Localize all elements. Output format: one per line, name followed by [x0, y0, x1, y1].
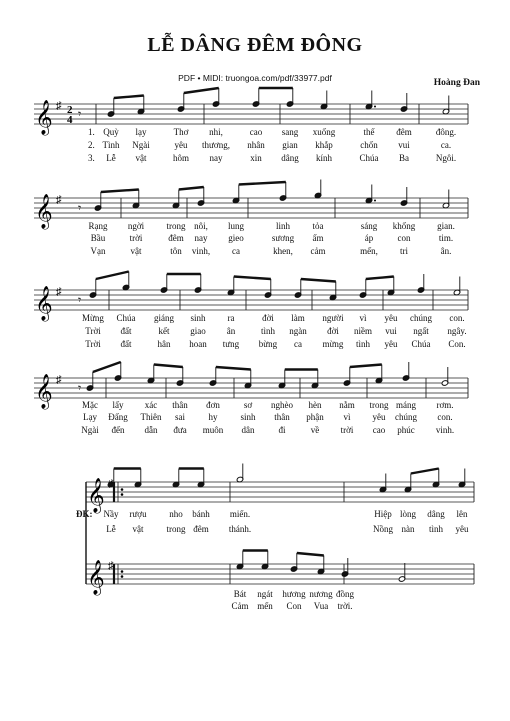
- lyric-syllable: đêm: [193, 524, 209, 534]
- lyric-syllable: sinh: [190, 313, 206, 323]
- lyric-syllable: Chúa: [359, 153, 379, 163]
- lyric-syllable: hèn: [308, 400, 322, 410]
- lyric-syllable: nương: [309, 589, 333, 599]
- lyric-syllable: giáng: [154, 313, 174, 323]
- lyric-syllable: nho: [169, 509, 183, 519]
- lyric-syllable: khống: [392, 221, 416, 231]
- lyric-syllable: con.: [449, 313, 465, 323]
- lyric-syllable: khen,: [273, 246, 293, 256]
- lyric-syllable: đơn: [206, 400, 220, 410]
- lyric-syllable: vinh.: [435, 425, 455, 435]
- lyric-syllable: Mặc: [82, 400, 98, 410]
- lyric-syllable: linh: [275, 221, 291, 231]
- lyric-syllable: Chúa: [116, 313, 136, 323]
- lyric-syllable: đến: [111, 425, 125, 435]
- lyric-syllable: giao: [190, 326, 206, 336]
- key-signature-sharp: ♯: [56, 194, 62, 206]
- lyric-syllable: Con: [286, 601, 302, 611]
- lyric-syllable: lên: [456, 509, 468, 519]
- lyric-syllable: sai: [175, 412, 185, 422]
- lyric-syllable: ngây.: [447, 326, 467, 336]
- note-beam: [96, 272, 129, 280]
- lyric-syllable: Nồng: [373, 524, 393, 534]
- key-signature-sharp: ♯: [56, 286, 62, 298]
- lyric-syllable: trong: [369, 400, 389, 410]
- lyric-syllable: lung: [227, 221, 245, 231]
- eighth-rest: 𝄾: [78, 201, 82, 215]
- lyric-syllable: nay: [194, 233, 208, 243]
- lyric-syllable: đi: [278, 425, 286, 435]
- repeat-dot: [121, 493, 124, 496]
- lyric-syllable: đất: [120, 339, 132, 349]
- key-signature-sharp: ♯: [56, 374, 62, 386]
- lyric-syllable: nghèo: [271, 400, 293, 410]
- lyric-syllable: lạy: [135, 127, 147, 137]
- lyric-syllable: nôi,: [194, 221, 208, 231]
- lyric-syllable: đất: [120, 326, 132, 336]
- lyric-syllable: Vua: [313, 601, 329, 611]
- lyric-syllable: dâng: [281, 153, 299, 163]
- repeat-dot: [121, 488, 124, 491]
- lyric-syllable: hôm: [172, 153, 190, 163]
- lyric-syllable: bừng: [258, 339, 278, 349]
- lyric-syllable: Thiên: [140, 412, 162, 422]
- lyric-syllable: bánh: [192, 509, 210, 519]
- lyric-syllable: ngời: [127, 221, 145, 231]
- lyric-syllable: đưa: [173, 425, 187, 435]
- lyric-syllable: trời: [340, 425, 354, 435]
- lyric-syllable: Con.: [448, 339, 466, 349]
- lyric-syllable: sinh: [240, 412, 256, 422]
- lyric-syllable: khắp: [315, 140, 333, 150]
- lyric-syllable: nằm: [339, 400, 355, 410]
- note-beam: [239, 182, 286, 185]
- lyric-syllable: ấm: [312, 233, 324, 243]
- lyric-syllable: đời: [327, 326, 339, 336]
- key-signature-sharp: ♯: [108, 560, 114, 572]
- treble-clef: 𝄞: [35, 194, 53, 229]
- lyric-syllable: ca.: [440, 140, 452, 150]
- lyric-syllable: yêu: [174, 140, 188, 150]
- lyric-syllable: rơm.: [436, 400, 454, 410]
- lyric-syllable: Lễ: [106, 153, 116, 163]
- composer-name: Hoàng Đan: [433, 78, 480, 88]
- lyric-syllable: Chúa: [411, 339, 431, 349]
- lyric-syllable: nhân: [247, 140, 265, 150]
- augmentation-dot: [374, 200, 376, 202]
- lyric-syllable: ca: [294, 339, 302, 349]
- eighth-rest: 𝄾: [78, 293, 82, 307]
- note-beam: [350, 365, 382, 368]
- lyric-syllable: tưng: [222, 339, 240, 349]
- repeat-dot: [121, 575, 124, 578]
- lyric-syllable: ngát: [257, 589, 273, 599]
- lyric-syllable: Trời: [85, 326, 101, 336]
- lyric-syllable: thương,: [202, 140, 230, 150]
- lyric-syllable: đời: [262, 313, 274, 323]
- verse-number: 1.: [88, 127, 95, 137]
- lyric-syllable: chúng: [410, 313, 432, 323]
- key-signature-sharp: ♯: [56, 100, 62, 112]
- lyric-syllable: vật: [135, 153, 147, 163]
- lyric-syllable: Mừng: [82, 313, 104, 323]
- lyric-syllable: yêu: [384, 339, 398, 349]
- lyric-syllable: xin: [250, 153, 262, 163]
- source-link[interactable]: PDF • MIDI: truongoa.com/pdf/33977.pdf: [178, 73, 332, 83]
- lyric-syllable: chốn: [360, 140, 378, 150]
- lyric-syllable: dâng: [427, 509, 445, 519]
- verse-number: 3.: [88, 153, 95, 163]
- note-beam: [93, 362, 121, 372]
- note-beam: [184, 88, 219, 93]
- lyric-syllable: sang: [281, 127, 299, 137]
- lyric-syllable: người: [322, 313, 344, 323]
- note-beam: [216, 367, 251, 370]
- refrain-label: ĐK:: [76, 509, 93, 519]
- lyric-syllable: Lạy: [83, 412, 97, 422]
- treble-clef: 𝄞: [35, 286, 53, 321]
- lyric-syllable: Rạng: [88, 221, 108, 231]
- lyric-syllable: lòng: [399, 509, 417, 519]
- lyric-syllable: kết: [158, 326, 170, 336]
- lyric-syllable: hoan: [189, 339, 207, 349]
- lyric-syllable: về: [310, 425, 320, 435]
- lyric-syllable: tim.: [438, 233, 454, 243]
- lyric-syllable: cao: [249, 127, 263, 137]
- eighth-rest: 𝄾: [78, 381, 82, 395]
- lyric-syllable: hương: [282, 589, 306, 599]
- lyric-syllable: thân: [172, 400, 188, 410]
- lyric-syllable: ân: [226, 326, 236, 336]
- repeat-dot: [121, 570, 124, 573]
- time-signature-bottom: 4: [67, 114, 73, 126]
- lyric-syllable: Vạn: [90, 246, 106, 256]
- lyric-syllable: vinh,: [191, 246, 211, 256]
- lyric-syllable: yêu: [384, 313, 398, 323]
- note-beam: [234, 277, 271, 280]
- lyric-syllable: nhi,: [209, 127, 223, 137]
- lyric-syllable: xuống: [312, 127, 336, 137]
- lyric-syllable: vui: [385, 326, 397, 336]
- treble-clef: 𝄞: [87, 560, 105, 595]
- lyric-syllable: Quỳ: [103, 127, 119, 137]
- lyric-syllable: trời.: [337, 601, 353, 611]
- lyric-syllable: ra: [227, 313, 235, 323]
- lyric-syllable: Hiệp: [374, 509, 392, 519]
- lyric-syllable: miến.: [229, 509, 251, 519]
- lyric-syllable: vật: [132, 524, 144, 534]
- lyric-syllable: thánh.: [228, 524, 252, 534]
- lyric-syllable: vật: [130, 246, 142, 256]
- note-beam: [154, 365, 183, 368]
- lyric-syllable: vì: [343, 412, 351, 422]
- lyric-syllable: tình: [260, 326, 276, 336]
- lyric-syllable: Ba: [399, 153, 409, 163]
- lyric-syllable: tri: [400, 246, 408, 256]
- lyric-syllable: áp: [364, 233, 374, 243]
- lyric-syllable: hân: [157, 339, 171, 349]
- lyric-syllable: Lễ: [106, 524, 116, 534]
- eighth-rest: 𝄾: [78, 107, 82, 121]
- lyric-syllable: đêm: [168, 233, 184, 243]
- lyric-syllable: thân: [274, 412, 290, 422]
- lyric-syllable: đồng: [336, 589, 354, 599]
- time-signature-top: 2: [67, 104, 73, 116]
- lyric-syllable: ngàn: [289, 326, 307, 336]
- lyric-syllable: làm: [291, 313, 305, 323]
- lyric-syllable: xác: [144, 400, 158, 410]
- lyric-syllable: yêu: [455, 524, 469, 534]
- verse-number: 2.: [88, 140, 95, 150]
- lyric-syllable: mến: [257, 601, 273, 611]
- lyric-syllable: Trời: [85, 339, 101, 349]
- lyric-syllable: nay: [209, 153, 223, 163]
- lyric-syllable: phận: [306, 412, 324, 422]
- lyric-syllable: lấy: [112, 400, 124, 410]
- lyric-syllable: mừng: [322, 339, 344, 349]
- lyric-syllable: niềm: [354, 326, 372, 336]
- lyric-syllable: tôn: [170, 246, 182, 256]
- lyric-syllable: yêu: [372, 412, 386, 422]
- lyric-syllable: ân.: [440, 246, 452, 256]
- lyric-syllable: máng: [396, 400, 416, 410]
- lyric-syllable: ngất: [413, 326, 429, 336]
- lyric-syllable: rượu: [129, 509, 147, 519]
- lyric-syllable: Bầu: [90, 233, 106, 243]
- note-beam: [366, 277, 394, 280]
- lyric-syllable: gian.: [437, 221, 455, 231]
- lyric-syllable: cao: [372, 425, 386, 435]
- lyric-syllable: tình: [355, 339, 371, 349]
- lyric-syllable: đêm: [396, 127, 412, 137]
- lyric-syllable: kính: [315, 153, 333, 163]
- lyric-syllable: Cảm: [231, 601, 249, 611]
- lyric-syllable: Nầy: [103, 509, 119, 519]
- lyric-syllable: vì: [359, 313, 367, 323]
- lyric-syllable: muôn: [202, 425, 224, 435]
- lyric-syllable: Thơ: [173, 127, 189, 137]
- treble-clef: 𝄞: [87, 478, 105, 513]
- treble-clef: 𝄞: [35, 100, 53, 135]
- note-beam: [301, 279, 336, 282]
- lyric-syllable: trời: [129, 233, 143, 243]
- lyric-syllable: Ngài: [81, 425, 99, 435]
- lyric-syllable: tình: [428, 524, 444, 534]
- lyric-syllable: gieo: [228, 233, 244, 243]
- lyric-syllable: trong: [166, 524, 186, 534]
- note-beam: [411, 469, 439, 474]
- lyric-syllable: tỏa: [312, 221, 324, 231]
- lyric-syllable: chúng: [395, 412, 417, 422]
- note-beam: [101, 190, 139, 193]
- note-beam: [114, 96, 144, 99]
- augmentation-dot: [374, 106, 376, 108]
- song-title: LỄ DÂNG ĐÊM ĐÔNG: [147, 34, 363, 56]
- lyric-syllable: vui: [398, 140, 410, 150]
- lyric-syllable: trong: [166, 221, 186, 231]
- lyric-syllable: sơ: [243, 400, 253, 410]
- lyric-syllable: thế: [363, 127, 375, 137]
- lyric-syllable: dẫn: [144, 425, 158, 435]
- lyric-syllable: hy: [208, 412, 218, 422]
- lyric-syllable: con: [397, 233, 411, 243]
- lyric-syllable: con.: [437, 412, 453, 422]
- lyric-syllable: cảm: [310, 246, 326, 256]
- lyric-syllable: sáng: [360, 221, 378, 231]
- note-beam: [297, 553, 324, 556]
- lyric-syllable: nàn: [401, 524, 415, 534]
- lyric-syllable: Tình: [102, 140, 120, 150]
- lyric-syllable: sương: [271, 233, 295, 243]
- lyric-syllable: Bát: [233, 589, 247, 599]
- lyric-syllable: đông.: [435, 127, 457, 137]
- lyric-syllable: gian: [282, 140, 298, 150]
- lyric-syllable: Ngài: [132, 140, 150, 150]
- lyric-syllable: mến,: [360, 246, 378, 256]
- lyric-syllable: phúc: [397, 425, 415, 435]
- lyric-syllable: Đấng: [108, 412, 128, 422]
- note-beam: [179, 187, 204, 190]
- lyric-syllable: Ngôi.: [435, 153, 457, 163]
- treble-clef: 𝄞: [35, 374, 53, 409]
- lyric-syllable: ca: [232, 246, 240, 256]
- lyric-syllable: dân: [241, 425, 255, 435]
